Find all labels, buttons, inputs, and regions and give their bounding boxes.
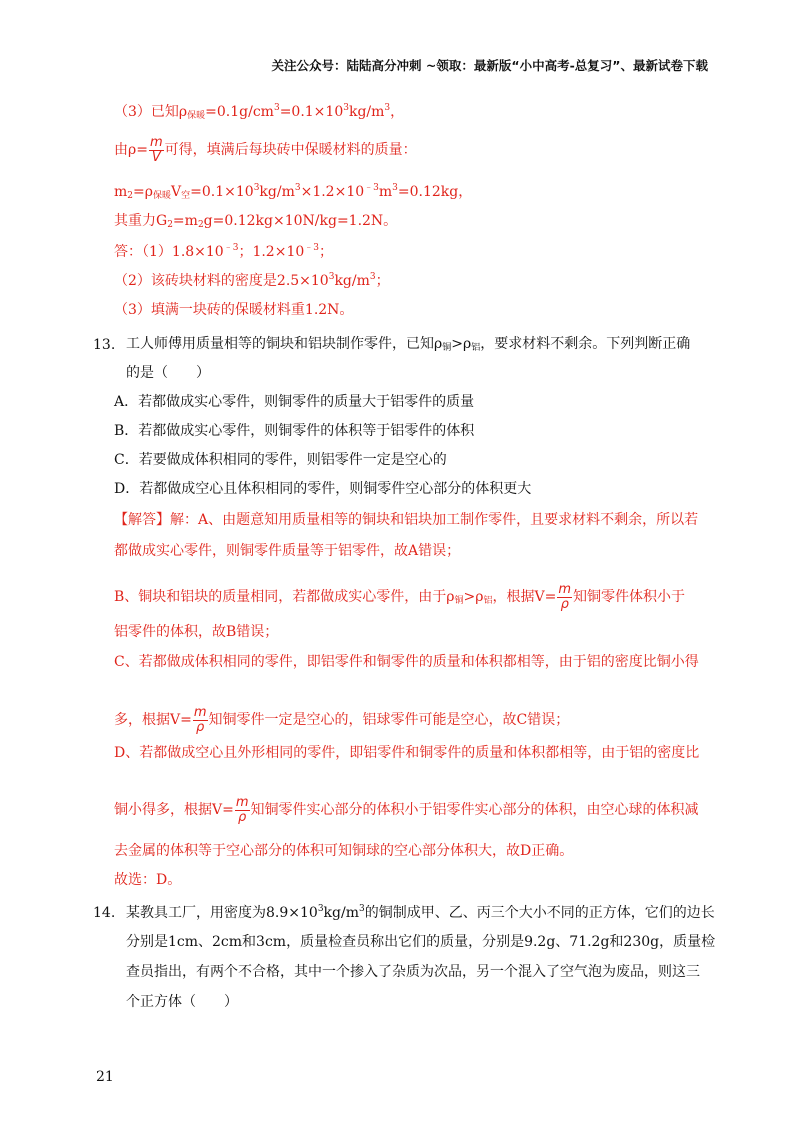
sol12-line-4: 其重力$G_2=m_2g=0.12kg\times 10N/kg=1.2N$。 — [114, 213, 398, 230]
q13-stem-2: 的是（ ） — [126, 365, 210, 381]
q14-number: 14. — [93, 905, 116, 921]
sol12-line-5: 答：$(1)1.8\times 10^{﹣3}$；$1.2\times 10^{﹣3}$； — [114, 243, 333, 260]
q13-answer-2: 都做成实心零件，则铜零件质量等于铝零件，故A错误； — [114, 543, 461, 559]
q13-answer-9: 去金属的体积等于空心部分的体积可知铜球的空心部分体积大，故D正确。 — [114, 843, 574, 859]
fraction-m-over-v: $\frac{m}{V}$ — [149, 135, 163, 165]
sol12-line-7: （3）填满一块砖的保暖材料重1.2N。 — [114, 302, 354, 318]
q14-stem-4: 个正方体（ ） — [126, 994, 238, 1010]
q13-answer-10: 故选：D。 — [114, 872, 182, 888]
q13-answer-1: 【解答】解：A、由题意知用质量相等的铜块和铝块加工制作零件，且要求材料不剩余，所以若 — [114, 512, 699, 528]
sol12-line-1: （3）已知$\rho_{保暖}=0.1g/cm^3=0.1\times 10^3kg/m^3$， — [114, 103, 405, 121]
q14-stem-1: 某教具工厂，用密度为$8.9\times 10^3kg/m^3$的铜制成甲、乙、丙三个大小不同的正方体，它们的边长 — [126, 904, 715, 921]
q13-number: 13. — [93, 337, 116, 353]
q13-answer-3: B、铜块和铝块的质量相同，若都做成实心零件，由于$\rho_铜>\rho_铝$，根据V= $\frac{m}{\rho}$ 知铜零件体积小于 — [114, 582, 686, 612]
q14-stem-2: 分别是1cm、2cm和3cm，质量检查员称出它们的质量，分别是9.2g、71.2g和230g，质量检 — [126, 934, 716, 950]
sol12-line-6: （2）该砖块材料的密度是$2.5\times 10^3kg/m^3$； — [114, 272, 390, 289]
q13-option-a: A．若都做成实心零件，则铜零件的质量大于铝零件的质量 — [114, 394, 475, 410]
sol12-line-3: $m_2=\rho_{保暖}V_空=0.1\times 10^3kg/m^3\times 1.2\times 10^{﹣3}m^3=0.12kg$， — [114, 183, 473, 201]
q14-stem-3: 查员指出，有两个不合格，其中一个掺入了杂质为次品，另一个混入了空气泡为废品，则这三 — [126, 964, 700, 980]
q13-answer-6: 多，根据V= $\frac{m}{\rho}$ 知铜零件一定是空心的，铝球零件可能是空心，故C错误； — [114, 705, 570, 735]
q13-answer-8: 铜小得多，根据V= $\frac{m}{\rho}$ 知铜零件实心部分的体积小于铝零件实心部分的体积，由空心球的体积减 — [114, 795, 699, 825]
fraction-m-over-rho: $\frac{m}{\rho}$ — [235, 795, 249, 825]
q13-option-b: B．若都做成实心零件，则铜零件的体积等于铝零件的体积 — [114, 423, 475, 439]
page-number: 21 — [96, 1069, 114, 1085]
q13-answer-4: 铝零件的体积，故B错误； — [114, 624, 279, 640]
fraction-m-over-rho: $\frac{m}{\rho}$ — [558, 582, 572, 612]
q13-option-c: C．若要做成体积相同的零件，则铝零件一定是空心的 — [114, 452, 447, 468]
fraction-m-over-rho: $\frac{m}{\rho}$ — [193, 705, 207, 735]
q13-answer-5: C、若都做成体积相同的零件，即铝零件和铜零件的质量和体积都相等，由于铝的密度比铜小得 — [114, 654, 699, 670]
q13-option-d: D．若都做成空心且体积相同的零件，则铜零件空心部分的体积更大 — [114, 481, 532, 497]
sol12-line-2: 由ρ= $\frac{m}{V}$ 可得，填满后每块砖中保暖材料的质量： — [114, 135, 417, 165]
q13-stem-1: 工人师傅用质量相等的铜块和铝块制作零件，已知$\rho_铜>\rho_铝$，要求材料不剩余。下列判断正确 — [126, 336, 691, 353]
page-header: 关注公众号：陆陆高分冲刺 ~领取：最新版“小中高考-总复习”、最新试卷下载 — [271, 58, 708, 73]
q13-answer-7: D、若都做成空心且外形相同的零件，即铝零件和铜零件的质量和体积都相等，由于铝的密度比 — [114, 745, 700, 761]
